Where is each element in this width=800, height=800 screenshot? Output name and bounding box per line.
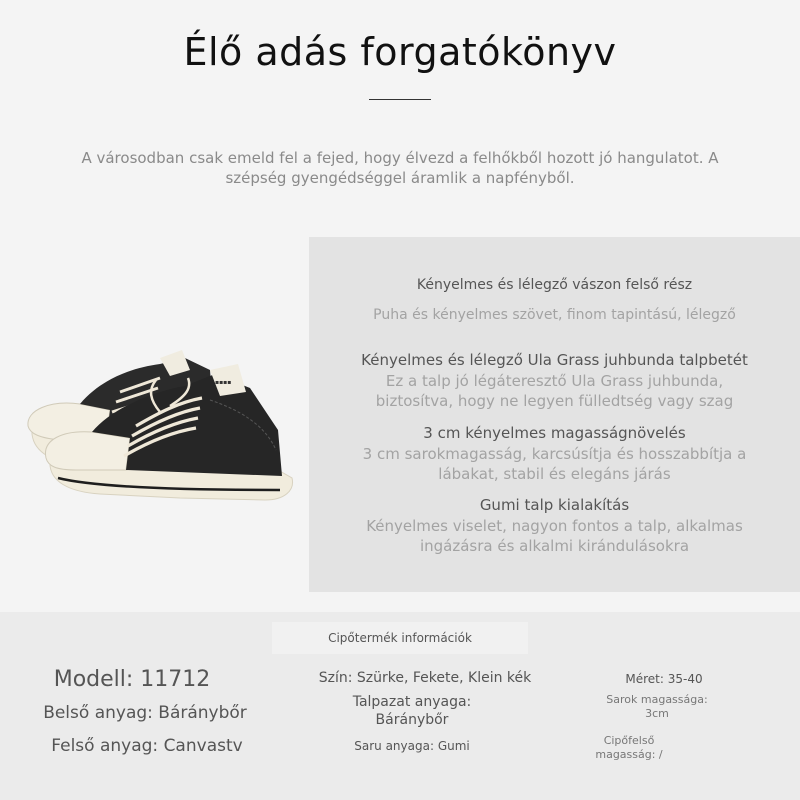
title-divider xyxy=(369,99,431,100)
upper-material: Felső anyag: Canvastv xyxy=(51,736,243,756)
page-title: Élő adás forgatókönyv xyxy=(183,30,617,74)
feature-insole xyxy=(309,349,800,411)
feature-upper xyxy=(309,275,800,295)
feature-body: Kényelmes viselet, nagyon fontos a talp, alkalmas ingázásra és alkalmi kirándulásokra xyxy=(366,517,743,555)
feature-body: Puha és kényelmes szövet, finom tapintású, lélegző xyxy=(373,307,736,323)
intro-text: A városodban csak emeld fel a fejed, hogy élvezd a felhőkből hozott jó hangulatot. A szépség gyengédséggel áramlik a napfényből. xyxy=(81,149,719,187)
insole-material: Talpazat anyaga: Báránybőr xyxy=(352,694,472,728)
product-info-section xyxy=(0,612,800,800)
sole-material: Saru anyaga: Gumi xyxy=(354,739,470,753)
svg-text:▪▪▪▪: ▪▪▪▪ xyxy=(215,379,232,386)
sneaker-product-image xyxy=(10,330,310,520)
feature-panel xyxy=(309,237,800,592)
feature-upper-desc xyxy=(309,305,800,325)
feature-body: Ez a talp jó légáteresztő Ula Grass juhbunda, biztosítva, hogy ne legyen fülledtség vagy szag xyxy=(375,372,734,410)
feature-heading: Kényelmes és lélegző vászon felső rész xyxy=(416,277,693,293)
inner-material: Belső anyag: Báránybőr xyxy=(43,703,247,723)
feature-heading: 3 cm kényelmes magasságnövelés xyxy=(423,424,686,442)
feature-rubber-sole xyxy=(309,494,800,556)
product-info-header: Cipőtermék információk xyxy=(272,622,528,654)
model-number: Modell: 11712 xyxy=(53,667,211,692)
feature-heading: Gumi talp kialakítás xyxy=(479,496,630,514)
color-options: Szín: Szürke, Fekete, Klein kék xyxy=(318,670,532,686)
feature-heading: Kényelmes és lélegző Ula Grass juhbunda talpbetét xyxy=(361,351,748,369)
heel-height: Sarok magassága: 3cm xyxy=(606,693,708,720)
size-range: Méret: 35-40 xyxy=(625,672,703,686)
feature-heel-height xyxy=(309,422,800,484)
feature-body: 3 cm sarokmagasság, karcsúsítja és hosszabbítja a lábakat, stabil és elegáns járás xyxy=(362,445,747,483)
upper-height: Cipőfelső magasság: / xyxy=(595,734,663,761)
